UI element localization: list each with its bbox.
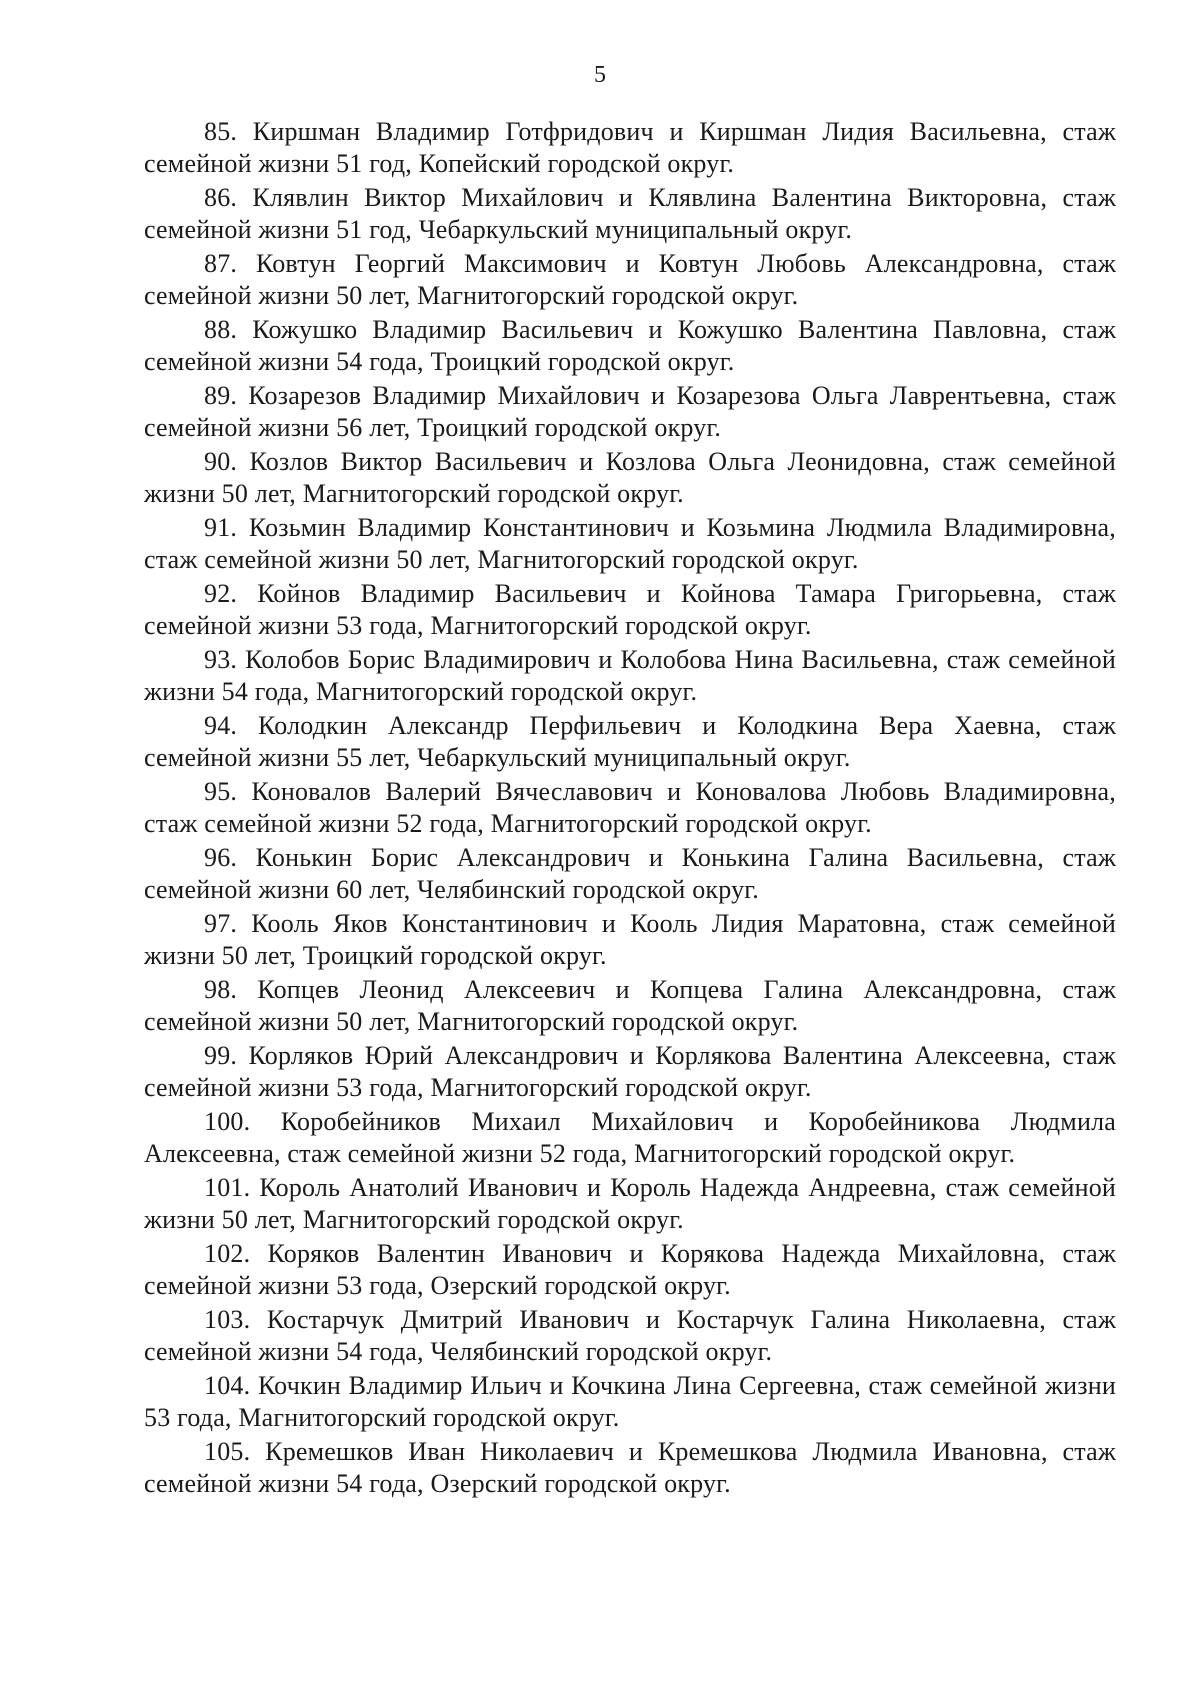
entry-text: Костарчук Дмитрий Иванович и Костарчук Галина Николаевна, стаж семейной жизни 54 года, Челябинский городской округ. [144,1305,1116,1366]
list-item [144,446,1116,509]
entry-number: 90. [204,447,238,476]
entry-text: Колобов Борис Владимирович и Колобова Нина Васильевна, стаж семейной жизни 54 года, Магнитогорский городской округ. [144,645,1116,706]
entry-text: Кремешков Иван Николаевич и Кремешкова Людмила Ивановна, стаж семейной жизни 54 года, Озерский городской округ. [144,1437,1117,1498]
entry-list [144,116,1116,1502]
list-item [144,578,1116,641]
entry-number: 96. [204,843,238,872]
entry-number: 103. [204,1305,251,1334]
list-item [144,116,1116,179]
entry-text: Коновалов Валерий Вячеславович и Коновалова Любовь Владимировна, стаж семейной жизни 52 года, Магнитогорский городской округ. [144,777,1116,838]
entry-text: Козарезов Владимир Михайлович и Козарезова Ольга Лаврентьевна, стаж семейной жизни 56 лет, Троицкий городской округ. [144,381,1116,442]
list-item [144,248,1116,311]
entry-text: Кооль Яков Константинович и Кооль Лидия Маратовна, стаж семейной жизни 50 лет, Троицкий городской округ. [144,909,1116,970]
entry-text: Козьмин Владимир Константинович и Козьмина Людмила Владимировна, стаж семейной жизни 50 лет, Магнитогорский городской округ. [144,513,1116,574]
list-item [144,1106,1116,1169]
list-item [144,1040,1116,1103]
list-item [144,710,1116,773]
entry-number: 88. [204,315,238,344]
list-item [144,974,1116,1037]
entry-text: Кожушко Владимир Васильевич и Кожушко Валентина Павловна, стаж семейной жизни 54 года, Троицкий городской округ. [144,315,1117,376]
entry-number: 101. [204,1173,251,1202]
entry-text: Коробейников Михаил Михайлович и Коробейникова Людмила Алексеевна, стаж семейной жизни 52 года, Магнитогорский городской округ. [144,1107,1116,1168]
entry-text: Койнов Владимир Васильевич и Койнова Тамара Григорьевна, стаж семейной жизни 53 года, Магнитогорский городской округ. [144,579,1117,640]
entry-text: Козлов Виктор Васильевич и Козлова Ольга Леонидовна, стаж семейной жизни 50 лет, Магнитогорский городской округ. [144,447,1116,508]
entry-number: 85. [204,117,238,146]
entry-text: Коряков Валентин Иванович и Корякова Надежда Михайловна, стаж семейной жизни 53 года, Озерский городской округ. [144,1239,1116,1300]
entry-number: 87. [204,249,238,278]
entry-text: Киршман Владимир Готфридович и Киршман Лидия Васильевна, стаж семейной жизни 51 год, Копейский городской округ. [144,117,1116,178]
list-item [144,1238,1116,1301]
list-item [144,1370,1116,1433]
list-item [144,512,1116,575]
entry-number: 97. [204,909,238,938]
entry-number: 99. [204,1041,238,1070]
entry-number: 100. [204,1107,251,1136]
entry-text: Кочкин Владимир Ильич и Кочкина Лина Сергеевна, стаж семейной жизни 53 года, Магнитогорский городской округ. [144,1371,1116,1432]
entry-number: 93. [204,645,238,674]
entry-number: 91. [204,513,238,542]
entry-text: Король Анатолий Иванович и Король Надежда Андреевна, стаж семейной жизни 50 лет, Магнитогорский городской округ. [144,1173,1117,1234]
entry-text: Корляков Юрий Александрович и Корлякова Валентина Алексеевна, стаж семейной жизни 53 года, Магнитогорский городской округ. [144,1041,1116,1102]
entry-number: 86. [204,183,238,212]
entry-number: 104. [204,1371,251,1400]
list-item [144,644,1116,707]
page-number: 5 [594,62,606,88]
list-item [144,1304,1116,1367]
list-item [144,1436,1116,1499]
entry-number: 95. [204,777,238,806]
list-item [144,908,1116,971]
entry-text: Колодкин Александр Перфильевич и Колодкина Вера Хаевна, стаж семейной жизни 55 лет, Чебаркульский муниципальный округ. [144,711,1116,772]
list-item [144,1172,1116,1235]
entry-number: 98. [204,975,238,1004]
entry-text: Копцев Леонид Алексеевич и Копцева Галина Александровна, стаж семейной жизни 50 лет, Магнитогорский городской округ. [144,975,1116,1036]
list-item [144,182,1116,245]
list-item [144,314,1116,377]
list-item [144,776,1116,839]
entry-text: Клявлин Виктор Михайлович и Клявлина Валентина Викторовна, стаж семейной жизни 51 год, Чебаркульский муниципальный округ. [144,183,1116,244]
entry-number: 89. [204,381,238,410]
list-item [144,842,1116,905]
entry-number: 92. [204,579,238,608]
entry-number: 105. [204,1437,251,1466]
entry-number: 102. [204,1239,251,1268]
entry-text: Конькин Борис Александрович и Конькина Галина Васильевна, стаж семейной жизни 60 лет, Челябинский городской округ. [144,843,1116,904]
list-item [144,380,1116,443]
entry-number: 94. [204,711,238,740]
entry-text: Ковтун Георгий Максимович и Ковтун Любовь Александровна, стаж семейной жизни 50 лет, Магнитогорский городской округ. [144,249,1116,310]
